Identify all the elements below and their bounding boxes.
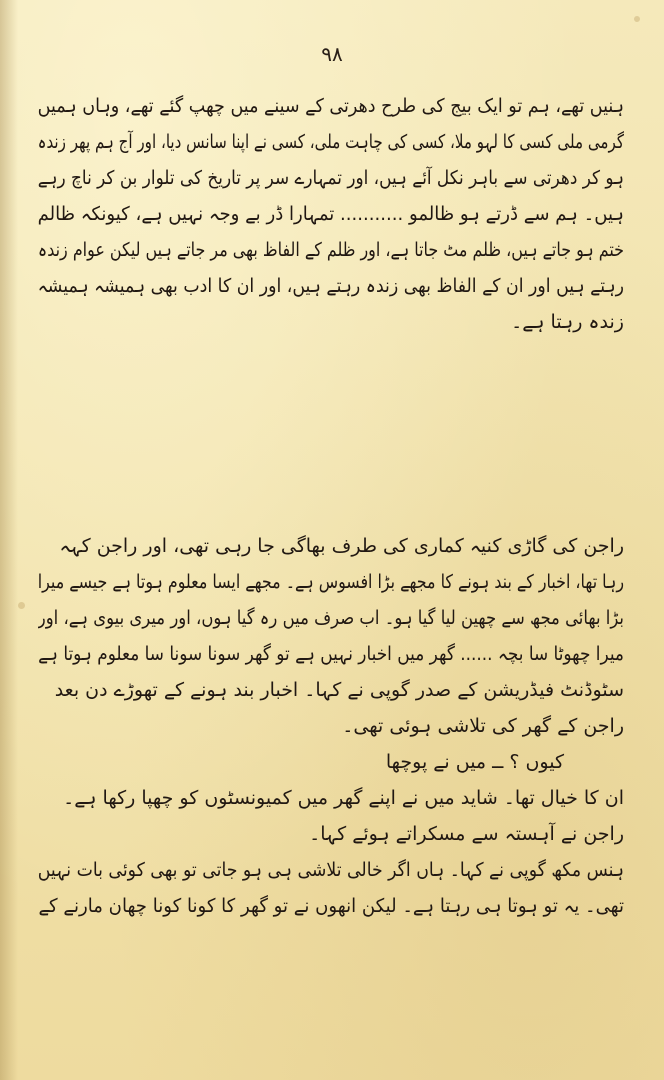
text-line: گرمی ملی کسی کا لہو ملا، کسی کی چاہت ملی، کسی نے اپنا سانس دیا، اور آج ہم پھر زندہ — [38, 131, 624, 153]
text-line: میرا چھوٹا سا بچہ ...... گھر میں اخبار نہیں ہے تو گھر سونا سونا سا معلوم ہوتا ہے — [38, 643, 624, 665]
text-line: ہو کر دھرتی سے باہر نکل آئے ہیں، اور تمہارے سر پر تاریخ کی تلوار بن کر ناچ رہے — [38, 167, 624, 189]
page-edge-shadow — [0, 0, 18, 1080]
text-line: رہتے ہیں اور ان کے الفاظ بھی زندہ رہتے ہیں، اور ان کا ادب بھی ہمیشہ ہمیشہ — [38, 275, 624, 297]
text-line: بڑا بھائی مجھ سے چھین لیا گیا ہو۔ اب صرف میں رہ گیا ہوں، اور میری بیوی ہے، اور — [38, 607, 624, 629]
text-line: راجن کی گاڑی کنیہ کماری کی طرف بھاگی جا رہی تھی، اور راجن کہہ — [59, 535, 624, 557]
text-line: ہنیں تھے، ہم تو ایک بیج کی طرح دھرتی کے سینے میں چھپ گئے تھے، وہاں ہمیں — [38, 95, 624, 117]
text-line: رہا تھا، اخبار کے بند ہونے کا مجھے بڑا افسوس ہے۔ مجھے ایسا معلوم ہوتا ہے جیسے میرا — [38, 571, 624, 593]
text-line: ان کا خیال تھا۔ شاید میں نے اپنے گھر میں کمیونسٹوں کو چھپا رکھا ہے۔ — [63, 787, 624, 809]
text-line: سٹوڈنٹ فیڈریشن کے صدر گوپی نے کہا۔ اخبار بند ہونے کے تھوڑے دن بعد — [54, 679, 624, 701]
text-line: راجن کے گھر کی تلاشی ہوئی تھی۔ — [342, 715, 624, 737]
text-line: ختم ہو جاتے ہیں، ظلم مٹ جاتا ہے، اور ظلم کے الفاظ بھی مر جاتے ہیں لیکن عوام زندہ — [38, 239, 624, 261]
paragraph-1 — [38, 88, 624, 340]
paragraph-2 — [38, 528, 624, 924]
text-line: ہیں۔ ہم سے ڈرتے ہو ظالمو ........... تمہارا ڈر بے وجہ نہیں ہے، کیونکہ ظالم — [38, 203, 624, 225]
text-line: کیوں ؟ ــ میں نے پوچھا — [385, 751, 564, 773]
paper-stain — [18, 602, 25, 609]
text-line: زندہ رہتا ہے۔ — [511, 311, 624, 333]
text-line: راجن نے آہستہ سے مسکراتے ہوئے کہا۔ — [309, 823, 624, 845]
text-line: تھی۔ یہ تو ہوتا ہی رہتا ہے۔ لیکن انھوں نے تو گھر کا کونا کونا چھان مارنے کے — [38, 895, 624, 917]
page-number: ۹۸ — [321, 42, 343, 66]
paper-stain — [634, 16, 640, 22]
text-line: ہنس مکھ گوپی نے کہا۔ ہاں اگر خالی تلاشی ہی ہو جاتی تو بھی کوئی بات نہیں — [38, 859, 624, 881]
